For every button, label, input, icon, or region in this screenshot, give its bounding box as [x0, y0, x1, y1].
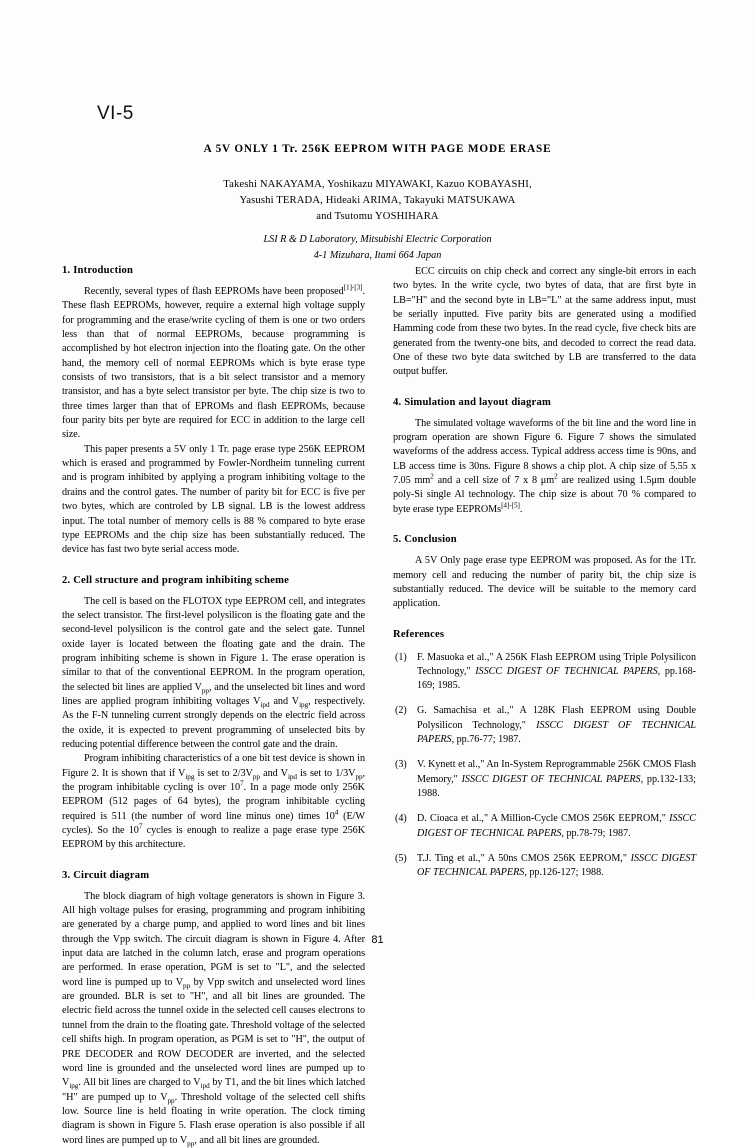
paragraph-intro-2: This paper presents a 5V only 1 Tr. page erase type 256K EEPROM which is erased and programmed by Fowler-Nordheim tunneling current and is program inhibited by applying a program inhibiting voltage to the drains and the control gates. The number of parity bit for ECC is five per two bytes, which are controled by LB signal. LB is the lowest address input. The total number of memory cells is 88 % compared to byte erase type EEPROMs and the chip size has been substantially reduced. The device has fast two byte serial access mode.	[62, 443, 365, 556]
reference-source: ISSCC DIGEST OF TECHNICAL PAPERS	[417, 813, 696, 839]
reference-text-b: , pp.126-127; 1988.	[524, 867, 604, 879]
left-column	[62, 265, 365, 1148]
reference-item	[393, 852, 696, 881]
reference-text-a: F. Masuoka et al.," A 256K Flash EEPROM using Triple Polysilicon Technology,"	[417, 651, 696, 677]
paragraph-intro-1	[62, 285, 365, 443]
page-number: 81	[371, 934, 384, 946]
cell-p2-b: is set to 2/3V	[194, 767, 253, 779]
cell-p2-sup-7b: 7	[138, 822, 143, 831]
heading-conclusion: 5. Conclusion	[393, 534, 457, 546]
reference-text-a: G. Samachisa et al.," A 128K Flash EEPROM using Double Polysilicon Technology,"	[417, 705, 696, 731]
circuit-sub-pp3: pp	[187, 1139, 195, 1148]
reference-number: (4)	[395, 813, 407, 825]
cell-p2-g: (E/W cycles). So the 10	[62, 810, 365, 837]
cell-sub-pp: pp	[201, 686, 209, 695]
reference-number: (3)	[395, 759, 407, 771]
cell-p2-sub-ipd: ipd	[287, 772, 297, 781]
circuit-p1-c: . All bit lines are charged to V	[78, 1077, 201, 1089]
cell-p2-sub-pp2: pp	[355, 772, 363, 781]
paragraph-cell-2	[62, 752, 365, 852]
reference-source: ISSCC DIGEST OF TECHNICAL PAPERS	[475, 665, 658, 677]
intro-p1-part-a: Recently, several types of flash EEPROMs have been proposed	[84, 286, 344, 297]
circuit-sub-ipg: ipg	[69, 1082, 79, 1091]
right-column	[393, 265, 696, 1148]
reference-item	[393, 812, 696, 841]
section-marker: VI-5	[97, 103, 134, 124]
cell-p1-c: and V	[269, 695, 300, 707]
sim-ref-marker: [4]-[5]	[501, 501, 520, 510]
cell-p2-sup-4: 4	[334, 808, 339, 817]
reference-source: ISSCC DIGEST OF TECHNICAL PAPERS	[461, 773, 641, 785]
circuit-p1-b: by Vpp switch and unselected word lines are grounded. BLR is set to "H", and all bit lines are grounded. The electric field across the tunnel oxide in the selected cell causes electrons to tunnel from the drain to the floating gate. Threshold voltage of the selected cell shifts high. In program operation, as PGM is set to "H", the output of PRE DECODER and ROW DECODER are inverted, and the selected word line is grounded and the unselected word lines are pumped up to V	[62, 976, 365, 1089]
paragraph-circuit-2: ECC circuits on chip check and correct any single-bit errors in each two bytes. In the write cycle, two bytes of data, that are first byte in LB="H" and the second byte in LB="L" at the same address input, must be serially inputted. Five parity bits are generated using a modified Hamming code from these two bytes. In the read cycle, five check bits are generated from the twenty-one bits, and decoded to correct the read data. One of these two byte data switched by LB are transferred to the data output buffer.	[393, 266, 696, 378]
cell-sub-ipd: ipd	[260, 700, 270, 709]
circuit-p1-a: The block diagram of high voltage generators is shown in Figure 3. All high voltage pulses for erasing, programming and program inhibiting are generated by a charge pump, and applied to word lines and bit lines through the Vpp switch. The circuit diagram is shown in Figure 4. After input data are latched in the column latch, erase and program operations are performed. In erase operation, PGM is set to "L", and the selected word line is pumped up to V	[62, 890, 365, 988]
circuit-p1-f: , and all bit lines are grounded.	[194, 1134, 320, 1146]
cell-p2-a: Program inhibiting characteristics of a one bit test device is shown in Figure 2. It is shown that if V	[62, 753, 365, 779]
affiliation-line-2: 4-1 Mizuhara, Itami 664 Japan	[313, 249, 442, 261]
reference-number: (2)	[395, 705, 407, 717]
sim-p1-d: .	[519, 503, 523, 515]
two-column-body	[62, 265, 696, 1148]
cell-p1-b: , and the unselected bit lines and word lines are applied program inhibiting voltages V	[62, 681, 365, 707]
cell-sub-ipg: ipg	[299, 700, 309, 709]
cell-p1-a: The cell is based on the FLOTOX type EEPROM cell, and integrates the select transistor. The first-level polysilicon is the floating gate and the second-level polysilicon is the control gate and the select gate. Tunnel oxide layer is located between the floating gate and the drain. The program inhibiting scheme is shown in Figure 1. The erase operation is similar to that of the conventional EEPROM. In the program operation, the selected bit lines are applied V	[62, 595, 365, 693]
cell-p1-d: , respectively. As the F-N tunneling current strongly depends on the electric field across the oxide, it is expected to prevent programming of unselected bits by reducing potential difference between the control gate and the drain.	[62, 695, 365, 750]
reference-item	[393, 704, 696, 747]
reference-source: ISSCC DIGEST OF TECHNICAL PAPERS	[417, 719, 696, 746]
paragraph-conclusion-1: A 5V Only page erase type EEPROM was proposed. As for the 1Tr. memory cell and reducing the number of parity bit, the chip size is substantially reduced. The device will be suitable to the memory card application.	[393, 555, 696, 610]
heading-cell-structure: 2. Cell structure and program inhibiting scheme	[62, 574, 290, 586]
circuit-p1-d: by T1, and the bit lines which latched "H" are pumped up to V	[62, 1077, 366, 1103]
sim-sup-mm2: 2	[430, 472, 434, 481]
circuit-sub-pp2: pp	[167, 1096, 175, 1105]
circuit-p1-e: . Threshold voltage of the selected cell shifts low. Source line is held floating in write operation. The clock timing diagram is shown in Figure 5. Flash erase operation is also possible if all word lines are pumped up to V	[62, 1091, 365, 1146]
sim-sup-um2: 2	[554, 472, 558, 481]
reference-text-b: , pp.132-133; 1988.	[417, 773, 696, 799]
heading-references: References	[393, 628, 445, 640]
sim-p1-a: The simulated voltage waveforms of the bit line and the word line in program operation are shown Figure 6. Figure 7 shows the simulated waveforms of the address access. Typical address access time is 90ns, and LB access time is 30ns. Figure 8 shows a chip plot. A chip size of 5.55 x 7.05 mm	[393, 417, 696, 487]
cell-p2-sub-pp1: pp	[252, 772, 260, 781]
circuit-sub-ipd: ipd	[200, 1082, 210, 1091]
author-line-2: Yasushi TERADA, Hideaki ARIMA, Takayuki MATSUKAWA	[239, 195, 516, 207]
reference-text-b: , pp.168-169; 1985.	[417, 665, 696, 692]
reference-item	[393, 758, 696, 801]
paragraph-circuit-1	[62, 890, 365, 1148]
paragraph-simulation-1	[393, 417, 696, 517]
author-line-1: Takeshi NAKAYAMA, Yoshikazu MIYAWAKI, Kazuo KOBAYASHI,	[223, 179, 532, 190]
reference-list	[393, 651, 696, 881]
reference-source: ISSCC DIGEST OF TECHNICAL PAPERS	[417, 852, 697, 879]
cell-p2-d: is set to 1/3V	[296, 767, 356, 779]
reference-number: (5)	[395, 852, 407, 864]
reference-item	[393, 651, 696, 694]
paragraph-cell-1	[62, 595, 365, 753]
cell-p2-f: . In a page mode only 256K EEPROM (512 pages of 64 bytes), the program inhibitable cycling required is 511 (the number of word line minus one) times 10	[62, 782, 365, 822]
affiliation	[0, 232, 755, 263]
page-title: A 5V ONLY 1 Tr. 256K EEPROM WITH PAGE MODE ERASE	[203, 143, 552, 155]
intro-p1-part-b: . These flash EEPROMs, however, require a external high voltage supply for programming and the erase/write cycling of them is one or two orders less than that of normal EEPROMs, because programming is accomplished by hot electron injection into the floating gate. On the other hand, the memory cell of normal EEPROMs which is byte erase type consists of two transistors, that is a bit select transistor and a memory transistor, and has a byte select transistor per byte. The chip size is two to three times larger than that of EPROMs and flash EEPROMs, because four parity bits per byte are required for ECC in addition to the large cell size.	[62, 286, 365, 441]
heading-introduction: 1. Introduction	[62, 265, 134, 276]
sim-p1-b: and a cell size of 7 x 8 μm	[433, 475, 555, 487]
reference-text-a: T.J. Ting et al.," A 50ns CMOS 256K EEPROM,"	[417, 852, 631, 864]
heading-circuit-diagram: 3. Circuit diagram	[62, 869, 150, 881]
reference-text-b: , pp.78-79; 1987.	[561, 827, 631, 839]
heading-simulation: 4. Simulation and layout diagram	[393, 396, 551, 408]
cell-p2-sub-ipg: ipg	[185, 772, 195, 781]
circuit-sub-pp1: pp	[183, 981, 191, 990]
cell-p2-c: and V	[259, 767, 288, 779]
reference-text-a: D. Cioaca et al.," A Million-Cycle CMOS 256K EEPROM,"	[417, 813, 670, 825]
author-list	[0, 177, 755, 226]
reference-text-b: , pp.76-77; 1987.	[451, 734, 521, 746]
author-line-3: and Tsutomu YOSHIHARA	[316, 211, 439, 223]
reference-text-a: V. Kynett et al.," An In-System Reprogrammable 256K CMOS Flash Memory,"	[417, 759, 696, 785]
sim-p1-c: are realized using 1.5μm double poly-Si single Al technology. The chip size is about 70 % compared to byte erase type EEPROMs	[393, 475, 696, 515]
intro-ref-marker: [1]-[3]	[343, 283, 363, 292]
reference-number: (1)	[395, 651, 407, 663]
affiliation-line-1: LSI R & D Laboratory, Mitsubishi Electric Corporation	[263, 234, 492, 245]
cell-p2-e: , the program inhibitable cycling is over 10	[62, 767, 366, 793]
cell-p2-sup-7a: 7	[240, 779, 244, 788]
cell-p2-h: cycles is enough to realize a page erase type 256K EEPROM by this architecture.	[62, 825, 366, 851]
